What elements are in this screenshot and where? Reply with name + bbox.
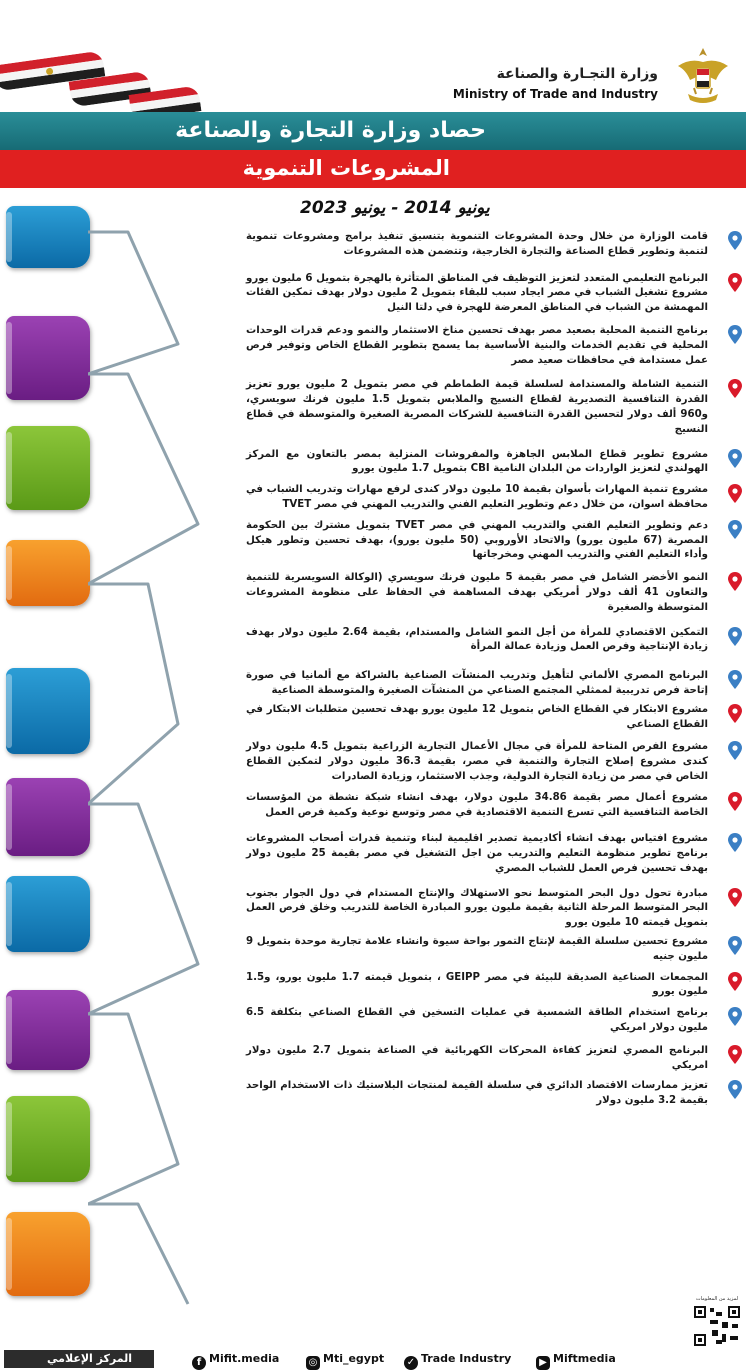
blue-location-pin-icon	[728, 936, 742, 955]
twitter-link[interactable]: ✓ Trade Industry	[404, 1352, 511, 1370]
project-item	[246, 971, 708, 1001]
project-item	[246, 935, 708, 965]
project-item	[246, 324, 708, 368]
youtube-icon: ▶	[536, 1356, 550, 1370]
red-location-pin-icon	[728, 572, 742, 591]
project-item	[246, 626, 708, 656]
project-item	[246, 1006, 708, 1036]
red-location-pin-icon	[728, 1045, 742, 1064]
blue-location-pin-icon	[728, 449, 742, 468]
red-location-pin-icon	[728, 704, 742, 723]
page-title: حصاد وزارة التجارة والصناعة	[175, 118, 486, 143]
subtitle-band	[0, 150, 746, 188]
project-item	[246, 791, 708, 821]
side-tab	[6, 990, 90, 1070]
project-item	[246, 1079, 708, 1109]
project-text: برنامج استخدام الطاقة الشمسية في عمليات التسخين في القطاع الصناعي بتكلفة 6.5 مليون دولار امريكي	[246, 1007, 708, 1034]
side-tab	[6, 540, 90, 606]
side-tab	[6, 1096, 90, 1182]
footer	[0, 1346, 746, 1372]
blue-location-pin-icon	[728, 1007, 742, 1026]
side-tab	[6, 206, 90, 268]
project-item	[246, 887, 708, 931]
project-item	[246, 703, 708, 733]
project-text: مبادرة تحول دول البحر المتوسط نحو الاستهلاك والإنتاج المستدام في دول الجوار بجنوب البحر المتوسط المرحلة الثانية بقيمة مليون يورو المبادرة الخاصة للتدريب وخلق فرص العمل بتمويل قيمته 10 مليون يورو	[246, 887, 708, 929]
project-text: مشروع تحسين سلسلة القيمة لإنتاج التمور بواحة سيوة وانشاء علامة تجارية موحدة بتمويل 9 مليون جنيه	[246, 936, 708, 962]
header	[0, 0, 746, 112]
title-band	[0, 112, 746, 150]
qr-label: لمزيد من المعلومات	[695, 1296, 739, 1302]
facebook-icon: f	[192, 1356, 206, 1370]
ministry-name-english: Ministry of Trade and Industry	[452, 87, 658, 101]
twitter-icon: ✓	[404, 1356, 418, 1370]
connector-line	[88, 204, 238, 1314]
project-item	[246, 230, 708, 260]
side-tab	[6, 316, 90, 400]
project-text: البرنامج المصري الألماني لتأهيل وتدريب المنشآت الصناعية بالشراكة مع ألمانيا في صورة إتاحة فرص تدريبية لممثلي المجتمع الصناعي من المنشآت الصغيرة والمتوسطة الصناعية	[246, 670, 708, 696]
project-item	[246, 571, 708, 615]
blue-location-pin-icon	[728, 520, 742, 539]
side-tab	[6, 876, 90, 952]
red-location-pin-icon	[728, 273, 742, 292]
blue-location-pin-icon	[728, 231, 742, 250]
side-tab	[6, 1212, 90, 1296]
project-text: المجمعات الصناعية الصديقة للبيئة في مصر GEIPP ، بتمويل قيمته 1.7 مليون يورو، و1.5 مليون يورو	[246, 971, 709, 998]
project-text: مشروع الفرص المتاحة للمرأة في مجال الأعمال التجارية الزراعية بتمويل 4.5 مليون دولار كندى مشروع إصلاح التجارة والتنمية في مصر، بقيمة 36.3 مليون دولار لتمكين القطاع الخاص في مصر من زيادة التجارة الدولية، وجذب الاستثمار، وزيادة الصادرات	[246, 741, 709, 782]
project-item	[246, 448, 708, 478]
red-location-pin-icon	[728, 484, 742, 503]
project-text: مشروع تنمية المهارات بأسوان بقيمة 10 مليون دولار كندى لرفع مهارات وتدريب الشباب في محافظة اسوان، من خلال دعم وتطوير التعليم الفني والتدريب المهني في مصر TVET	[246, 484, 709, 510]
project-item	[246, 272, 708, 316]
project-text: التمكين الاقتصادي للمرأة من أجل النمو الشامل والمستدام، بقيمة 2.64 مليون دولار بهدف زيادة الإنتاجية وفرص العمل وزيادة عمالة المرأة	[246, 626, 708, 653]
instagram-icon: ◎	[306, 1356, 320, 1370]
project-item	[246, 740, 708, 784]
blue-location-pin-icon	[728, 627, 742, 646]
project-item	[246, 519, 708, 563]
project-text: مشروع الابتكار في القطاع الخاص بتمويل 12 مليون يورو بهدف تحسين متطلبات الابتكار في القطاع الصناعي	[246, 703, 708, 730]
blue-location-pin-icon	[728, 325, 742, 344]
facebook-link[interactable]: f Mifit.media	[192, 1352, 279, 1370]
side-tab	[6, 426, 90, 510]
blue-location-pin-icon	[728, 1080, 742, 1099]
media-center-badge: المركز الإعلامي	[4, 1350, 154, 1368]
side-tab	[6, 778, 90, 856]
project-item	[246, 669, 708, 699]
projects-list	[246, 224, 708, 1109]
project-text: مشروع تطوير قطاع الملابس الجاهزة والمفروشات المنزلية بمصر بالتعاون مع المركز الهولندي لتعزيز الواردات من البلدان النامية CBI بتمويل 1.7 مليون يورو	[246, 448, 708, 475]
red-location-pin-icon	[728, 792, 742, 811]
qr-code-icon[interactable]	[692, 1304, 742, 1348]
project-text: النمو الأخضر الشامل في مصر بقيمة 5 مليون فرنك سويسري (الوكالة السويسرية للتنمية والتعاون 41 ألف دولار أمريكي بهدف المساهمة في الحفاظ على منظومة المشروعات المتوسطة والصغيرة	[246, 572, 708, 613]
blue-location-pin-icon	[728, 741, 742, 760]
ministry-name-arabic: وزارة التجـارة والصناعة	[496, 66, 658, 82]
period-label: يونيو 2014 - يونيو 2023	[300, 198, 490, 218]
blue-location-pin-icon	[728, 670, 742, 689]
project-item	[246, 483, 708, 513]
red-location-pin-icon	[728, 888, 742, 907]
project-text: قامت الوزارة من خلال وحدة المشروعات التنموية بتنسيق تنفيذ برامج ومشروعات تنموية لتنمية وتطوير قطاع الصناعة والتجارة الخارجية، وتتضمن هذه المشروعات	[246, 231, 708, 257]
egypt-eagle-emblem-icon	[672, 44, 734, 108]
page-subtitle: المشروعات التنموية	[242, 156, 450, 180]
blue-location-pin-icon	[728, 833, 742, 852]
red-location-pin-icon	[728, 379, 742, 398]
project-text: التنمية الشاملة والمستدامة لسلسلة قيمة الطماطم في مصر بتمويل 2 مليون يورو تعزيز القدرة التنافسية التصديرية لقطاع النسيج والملابس بتمويل 1.5 مليون فرنك سويسري، و960 ألف دولار لتحسين القدرة التنافسية للشركات المصرية الصغيرة والمتوسطة في قطاع النسيج	[246, 379, 708, 435]
project-text: مشروع أعمال مصر بقيمة 34.86 مليون دولار، بهدف انشاء شبكة نشطة من المؤسسات الخاصة التنافسية التي تسرع التنمية الاقتصادية في مصر وتوسع نوعية وكمية فرص العمل	[246, 791, 708, 818]
project-text: البرنامج التعليمي المتعدد لتعزيز التوظيف في المناطق المتأثرة بالهجرة بتمويل 6 مليون يورو مشروع تشغيل الشباب في مصر ايجاد سبب للبقاء بتمويل 2 مليون دولار بهدف تمكين الفئات المهمشة من الشباب في المناطق المعرضة للهجرة في دلتا النيل	[246, 272, 708, 314]
side-tab	[6, 668, 90, 754]
project-item	[246, 378, 708, 437]
project-text: تعزيز ممارسات الاقتصاد الدائري في سلسلة القيمة لمنتجات البلاستيك ذات الاستخدام الواحد بقيمة 3.2 مليون دولار	[246, 1080, 708, 1107]
project-text: مشروع افتياس بهدف انشاء أكاديمية تصدير اقليمية لبناء وتنمية قدرات أصحاب المشروعات برنامج تطوير منظومة التعليم والتدريب من اجل التشغيل في مصر بقيمة 25 مليون دولار بهدف تحسين فرص العمل للشباب المصري	[246, 833, 708, 874]
youtube-link[interactable]: ▶ Miftmedia	[536, 1352, 616, 1370]
project-text: دعم وتطوير التعليم الفني والتدريب المهني في مصر TVET بتمويل مشترك بين الحكومة المصرية (67 مليون يورو) والاتحاد الأوروبي (50 مليون يورو)، بهدف تحسين وتطور هيكل وأداء التعليم الفني والتدريب المهني ومخرجاتها	[246, 519, 708, 561]
instagram-link[interactable]: ◎ Mti_egypt	[306, 1352, 384, 1370]
project-item	[246, 1044, 708, 1074]
red-location-pin-icon	[728, 972, 742, 991]
project-item	[246, 832, 708, 876]
project-text: برنامج التنمية المحلية بصعيد مصر بهدف تحسين مناخ الاستثمار والنمو ودعم قدرات الوحدات المحلية في تقديم الخدمات والبنية الأساسية بما يسمح بتطوير القطاع الخاص وتوفير فرص عمل مستدامة في محافظات صعيد مصر	[246, 324, 708, 366]
project-text: البرنامج المصري لتعزيز كفاءة المحركات الكهربائية في الصناعة بتمويل 2.7 مليون دولار امريكي	[246, 1044, 709, 1071]
